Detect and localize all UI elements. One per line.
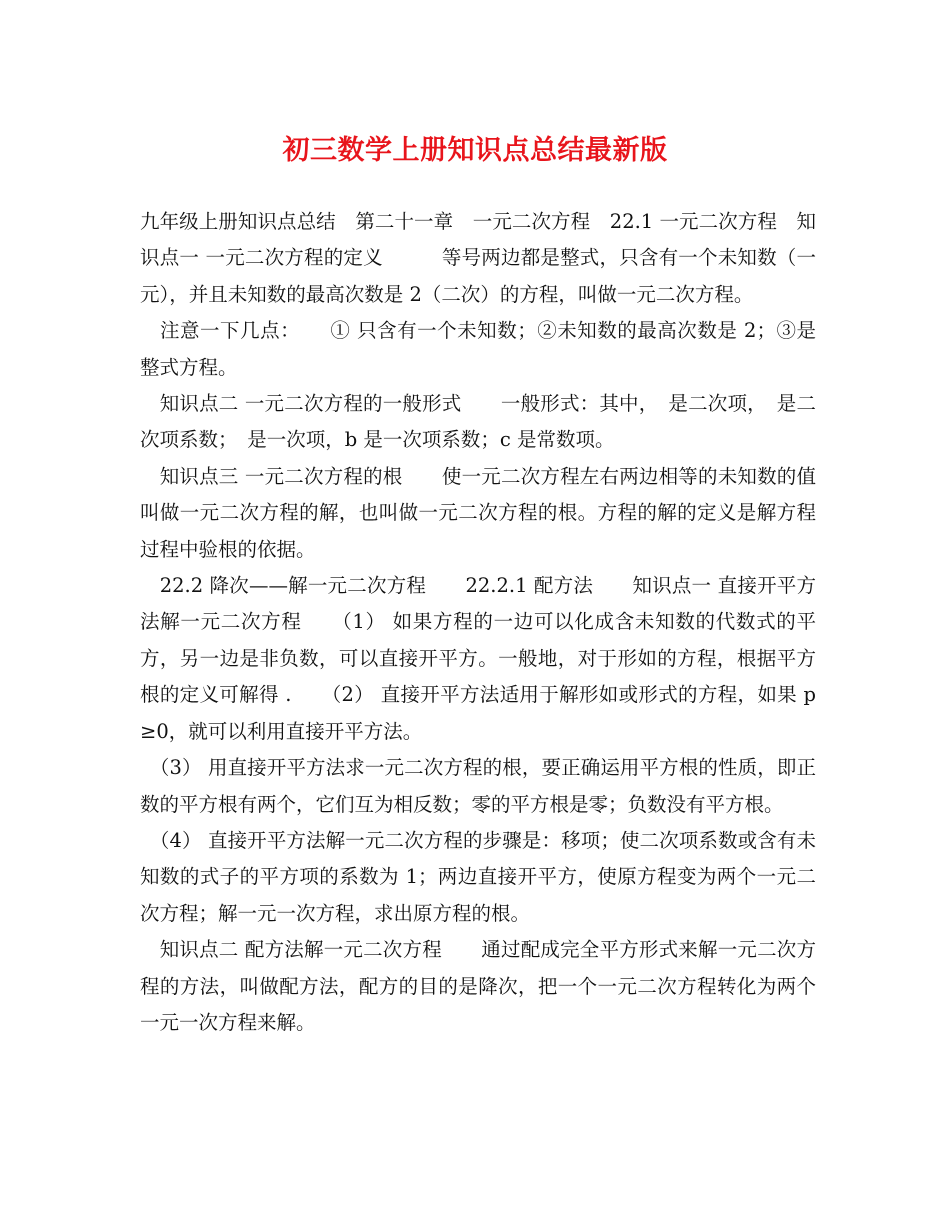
document-body: [140, 204, 816, 1041]
paragraph-direct-square-root: 22.2 降次——解一元二次方程 22.2.1 配方法 知识点一 直接开平方法解一元二次方程 （1） 如果方程的一边可以化成含未知数的代数式的平方，另一边是非负数，可以直接开平方。一般地，对于形如的方程，根据平方根的定义可解得 . （2） 直接开平方法适用于解形如或形式的方程，如果 p≥0，就可以利用直接开平方法。: [140, 574, 816, 743]
page-title: 初三数学上册知识点总结最新版: [282, 135, 668, 166]
paragraph-completing-square: 知识点二 配方法解一元二次方程 通过配成完全平方形式来解一元二次方程的方法，叫做配方法，配方的目的是降次，把一个一元二次方程转化为两个一元一次方程来解。: [140, 938, 816, 1034]
paragraph-notes: 注意一下几点： ① 只含有一个未知数；②未知数的最高次数是 2；③是整式方程。: [140, 319, 816, 379]
paragraph-general-form: 知识点二 一元二次方程的一般形式 一般形式：其中， 是二次项， 是二次项系数； 是一次项，b 是一次项系数；c 是常数项。: [140, 392, 816, 452]
paragraph-roots: 知识点三 一元二次方程的根 使一元二次方程左右两边相等的未知数的值叫做一元二次方程的解，也叫做一元二次方程的根。方程的解的定义是解方程过程中验根的依据。: [140, 464, 816, 561]
paragraph-square-root-steps: （4） 直接开平方法解一元二次方程的步骤是：移项；使二次项系数或含有未知数的式子的平方项的系数为 1；两边直接开平方，使原方程变为两个一元二次方程；解一元一次方程，求出原方程的根。: [140, 828, 816, 925]
paragraph-definition: 九年级上册知识点总结 第二十一章 一元二次方程 22.1 一元二次方程 知识点一 一元二次方程的定义 等号两边都是整式，只含有一个未知数（一元），并且未知数的最高次数是 2（二次）的方程，叫做一元二次方程。: [140, 210, 816, 306]
paragraph-square-root-properties: （3） 用直接开平方法求一元二次方程的根，要正确运用平方根的性质，即正数的平方根有两个，它们互为相反数；零的平方根是零；负数没有平方根。: [140, 756, 816, 816]
